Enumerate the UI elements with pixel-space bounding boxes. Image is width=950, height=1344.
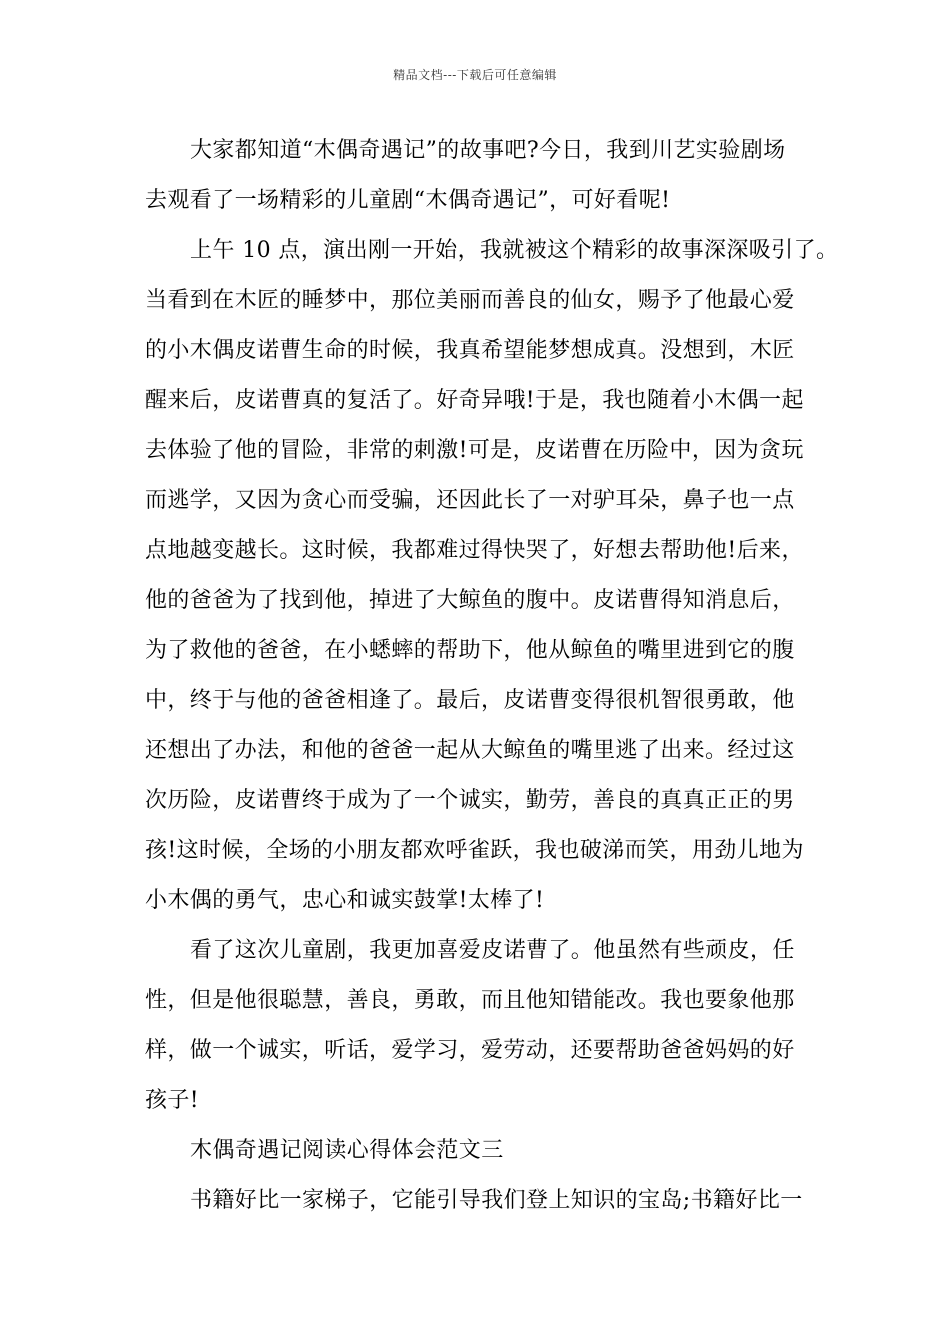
paragraph-2-line-12: 次历险，皮诺曹终于成为了一个诚实，勤劳，善良的真真正正的男 (145, 788, 795, 813)
paragraph-3-line-3: 样，做一个诚实，听话，爱学习，爱劳动，还要帮助爸爸妈妈的好 (145, 1038, 795, 1063)
paragraph-1-line-1: 大家都知道“木偶奇遇记”的故事吧?今日，我到川艺实验剧场 (190, 138, 786, 163)
paragraph-2-line-13: 孩!这时候，全场的小朋友都欢呼雀跃，我也破涕而笑，用劲儿地为 (145, 838, 804, 863)
paragraph-3-line-4: 孩子! (145, 1088, 200, 1113)
paragraph-2-line-1: 上午 10 点，演出刚一开始，我就被这个精彩的故事深深吸引了。 (190, 238, 839, 263)
paragraph-2-line-2: 当看到在木匠的睡梦中，那位美丽而善良的仙女，赐予了他最心爱 (145, 288, 795, 313)
paragraph-3-line-1: 看了这次儿童剧，我更加喜爱皮诺曹了。他虽然有些顽皮，任 (190, 938, 795, 963)
paragraph-1-line-2: 去观看了一场精彩的儿童剧“木偶奇遇记”，可好看呢! (145, 188, 671, 213)
paragraph-2-line-10: 中，终于与他的爸爸相逢了。最后，皮诺曹变得很机智很勇敢，他 (145, 688, 795, 713)
paragraph-2-line-3: 的小木偶皮诺曹生命的时候，我真希望能梦想成真。没想到，木匠 (145, 338, 795, 363)
paragraph-5-line-1: 书籍好比一家梯子，它能引导我们登上知识的宝岛;书籍好比一 (190, 1188, 803, 1213)
paragraph-2-line-7: 点地越变越长。这时候，我都难过得快哭了，好想去帮助他!后来， (145, 538, 804, 563)
paragraph-2-line-4: 醒来后，皮诺曹真的复活了。好奇异哦!于是，我也随着小木偶一起 (145, 388, 804, 413)
paragraph-3-line-2: 性，但是他很聪慧，善良，勇敢，而且他知错能改。我也要象他那 (145, 988, 795, 1013)
paragraph-2-line-9: 为了救他的爸爸，在小蟋蟀的帮助下，他从鲸鱼的嘴里进到它的腹 (145, 638, 795, 663)
paragraph-2-line-6: 而逃学，又因为贪心而受骗，还因此长了一对驴耳朵，鼻子也一点 (145, 488, 795, 513)
paragraph-2-line-11: 还想出了办法，和他的爸爸一起从大鲸鱼的嘴里逃了出来。经过这 (145, 738, 795, 763)
paragraph-2-line-14: 小木偶的勇气，忠心和诚实鼓掌!太棒了! (145, 888, 545, 913)
paragraph-2-line-8: 他的爸爸为了找到他，掉进了大鲸鱼的腹中。皮诺曹得知消息后， (145, 588, 795, 613)
paragraph-2-line-5: 去体验了他的冒险，非常的刺激!可是，皮诺曹在历险中，因为贪玩 (145, 438, 804, 463)
section-heading: 木偶奇遇记阅读心得体会范文三 (190, 1138, 504, 1163)
page-header: 精品文档---下载后可任意编辑 (393, 68, 557, 82)
